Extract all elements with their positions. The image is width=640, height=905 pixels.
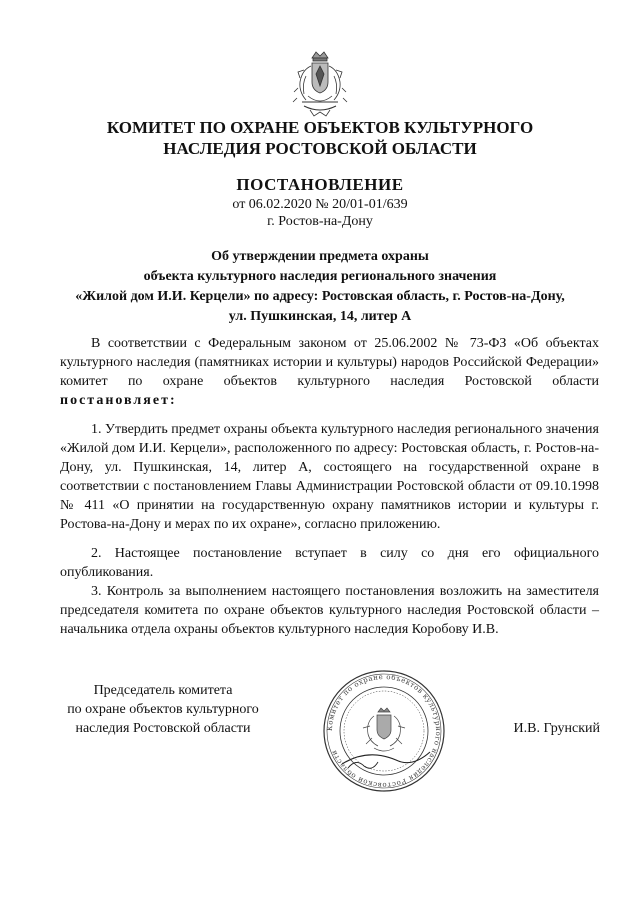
seal-ring-text: Комитет по охране объектов культурного наследия Ростовской области bbox=[325, 672, 443, 790]
decree-date-number: от 06.02.2020 № 20/01-01/639 bbox=[232, 197, 408, 212]
item-2-paragraph: 2. Настоящее постановление вступает в силу со дня его официального опубликования. bbox=[60, 546, 599, 580]
decree-subject bbox=[52, 247, 588, 327]
item-3-paragraph: 3. Контроль за выполнением настоящего постановления возложить на заместителя председателя комитета по охране объектов культурного наследия Ростовской области – начальника отдела охраны объектов культурного наследия Коробову И.В. bbox=[60, 584, 599, 637]
official-seal-icon bbox=[308, 668, 460, 794]
subject-line3: «Жилой дом И.И. Керцели» по адресу: Ростовская область, г. Ростов-на-Дону, bbox=[75, 289, 565, 304]
signer-title-line3: наследия Ростовской области bbox=[75, 721, 251, 736]
committee-name-line2: НАСЛЕДИЯ РОСТОВСКОЙ ОБЛАСТИ bbox=[163, 139, 477, 158]
committee-name-line1: КОМИТЕТ ПО ОХРАНЕ ОБЪЕКТОВ КУЛЬТУРНОГО bbox=[106, 118, 534, 137]
resolves-colon: : bbox=[169, 393, 177, 408]
decree-title: ПОСТАНОВЛЕНИЕ bbox=[236, 175, 404, 194]
subject-line4: ул. Пушкинская, 14, литер А bbox=[228, 309, 412, 324]
signer-title-line2: по охране объектов культурного bbox=[67, 702, 259, 717]
subject-line1: Об утверждении предмета охраны bbox=[211, 249, 429, 264]
preamble-text: В соответствии с Федеральным законом от 25.06.2002 № 73-ФЗ «Об объектах культурного наследия (памятниках истории и культуры) народов Российской Федерации» комитет по охране объектов культурного наследия Ростовской области bbox=[60, 336, 599, 389]
item-1-paragraph: 1. Утвердить предмет охраны объекта культурного наследия регионального значения «Жилой дом И.И. Керцели», расположенного по адресу: Ростовская область, г. Ростов-на-Дону, ул. Пушкинская, 14, литер А, состоящего на государственной охране в соответствии с постановлением Главы Администрации Ростовской области от 09.10.1998 № 411 «О принятии на государственную охрану памятников истории и культуры г. Ростова-на-Дону и мерах по их охране», согласно приложению. bbox=[60, 422, 599, 532]
resolves-word: постановляет bbox=[60, 393, 170, 408]
committee-name bbox=[60, 117, 580, 159]
signer-name: И.В. Грунский bbox=[513, 721, 600, 736]
preamble-paragraph bbox=[60, 334, 599, 410]
signer-title-line1: Председатель комитета bbox=[93, 683, 233, 698]
decree-city: г. Ростов-на-Дону bbox=[267, 214, 373, 229]
subject-line2: объекта культурного наследия регионального значения bbox=[143, 269, 497, 284]
coat-of-arms-icon bbox=[290, 48, 350, 120]
signer-title bbox=[58, 681, 268, 738]
